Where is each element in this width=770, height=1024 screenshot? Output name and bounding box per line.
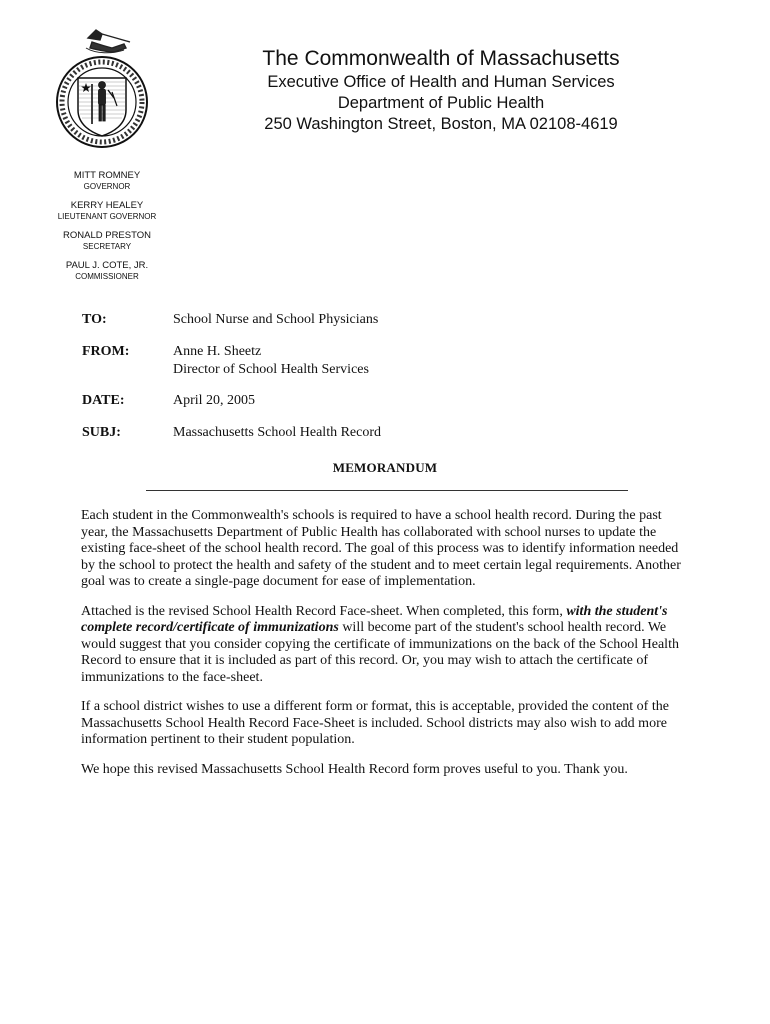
memo-date-row [82,392,702,410]
officials-list [50,170,164,290]
body-paragraph-4: We hope this revised Massachusetts School Health Record form proves useful to you. Thank you. [81,761,628,777]
body-paragraph-2-start: Attached is the revised School Health Record Face-sheet. When completed, this form, [81,603,567,619]
official-secretary [50,230,164,252]
body-paragraph-2 [81,604,683,687]
memo-from-row [82,343,702,379]
official-title: SECRETARY [82,242,132,251]
body-paragraph-2-end: will become part of the student's school health record. We would suggest that you consider copying the certificate of immunizations on the back of the School Health Record to ensure that it is included as part of this record. Or, you may wish to attach the certificate of immunizations to the face-sheet. [81,620,679,685]
memo-header [82,311,702,442]
memo-subject-row [82,424,702,442]
official-name: PAUL J. COTE, JR. [65,260,149,271]
memo-to-row [82,311,702,329]
memo-subject-label: SUBJ: [82,425,121,440]
letterhead-office: Executive Office of Health and Human Services [267,73,615,91]
official-governor [50,170,164,192]
official-lieutenant-governor [50,200,164,222]
letterhead-address: 250 Washington Street, Boston, MA 02108-4619 [264,115,618,133]
memo-subject-value: Massachusetts School Health Record [173,425,382,440]
official-commissioner [50,260,164,282]
official-title: COMMISSIONER [75,272,139,281]
memo-body [81,508,683,791]
official-name: KERRY HEALEY [70,200,144,211]
letterhead [236,46,646,135]
official-title: LIEUTENANT GOVERNOR [57,212,157,221]
memo-title: MEMORANDUM [332,460,438,475]
letterhead-title: The Commonwealth of Massachusetts [262,47,620,70]
memo-date-label: DATE: [82,393,125,408]
memo-from-value [173,343,702,379]
memo-from-title: Director of School Health Services [173,362,369,377]
divider [146,490,628,491]
body-paragraph-1: Each student in the Commonwealth's schools is required to have a school health record. During the past year, the Massachusetts Department of Public Health has collaborated with school nurses to update the existing face-sheet of the school health record. The goal of this process was to identify information needed by the school to protect the health and safety of the student and to meet certain legal requirements. Another goal was to create a single-page document for ease of implementation. [81,508,681,589]
memo-from-label: FROM: [82,344,130,359]
official-title: GOVERNOR [83,182,131,191]
letterhead-department: Department of Public Health [337,94,545,112]
body-paragraph-3: If a school district wishes to use a different form or format, this is acceptable, provided the content of the Massachusetts School Health Record Face-Sheet is included. School districts may also wish to add more information pertinent to their student population. [81,699,669,747]
memo-date-value: April 20, 2005 [173,393,256,408]
official-name: MITT ROMNEY [73,170,141,181]
official-name: RONALD PRESTON [63,230,151,241]
memo-from-name: Anne H. Sheetz [173,344,262,359]
memo-to-label: TO: [82,312,107,327]
massachusetts-seal-icon [46,28,158,152]
memo-to-value: School Nurse and School Physicians [173,312,379,327]
body-emphasis: with the student's complete record/certificate of immunizations [81,603,668,635]
